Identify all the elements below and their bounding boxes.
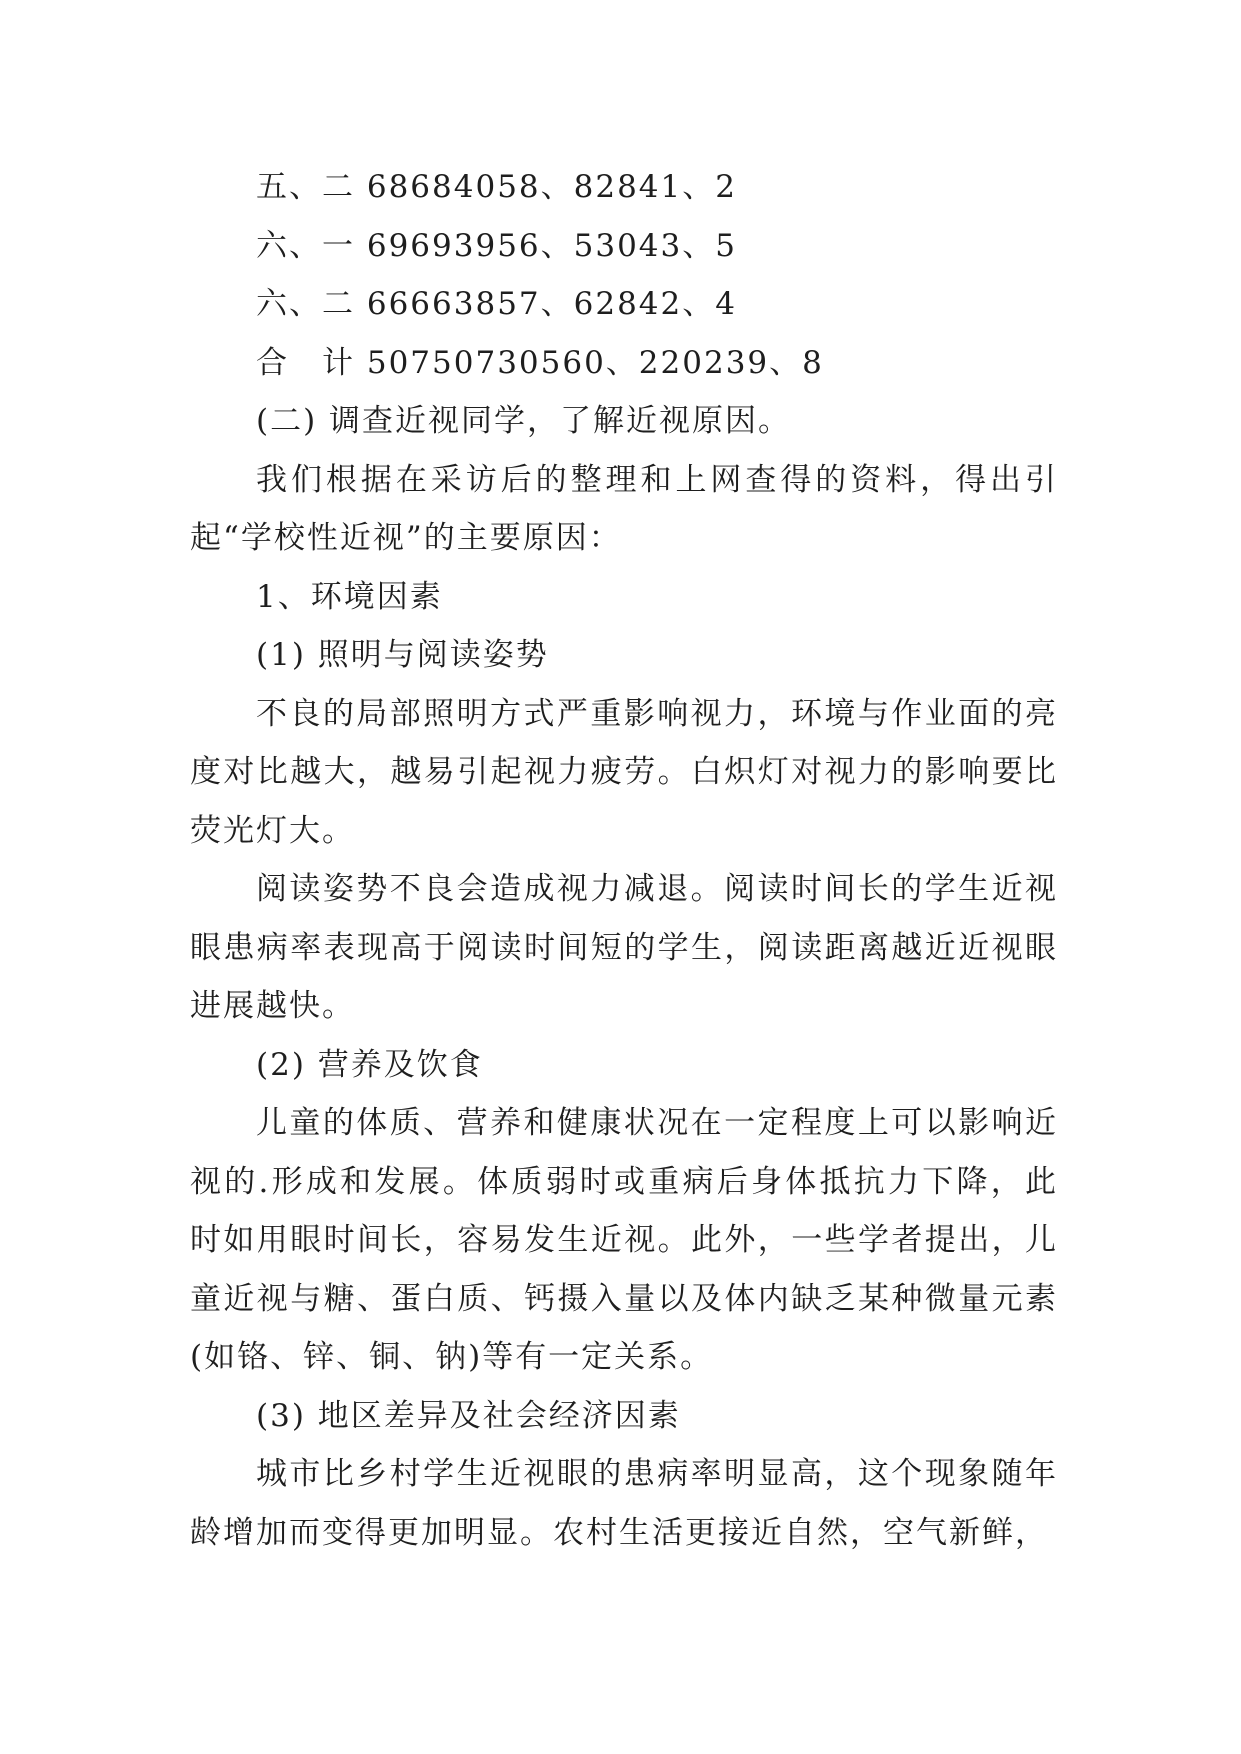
table-row-grade-6-class-2: 六、二 66663857、62842、4 [256,286,737,322]
document-body [190,158,1058,1562]
paragraph-nutrition: 儿童的体质、营养和健康状况在一定程度上可以影响近视的.形成和发展。体质弱时或重病后身体抵抗力下降，此时如用眼时间长，容易发生近视。此外，一些学者提出，儿童近视与糖、蛋白质、钙摄入量以及体内缺乏某种微量元素(如铬、锌、铜、钠)等有一定关系。 [190,1105,1058,1375]
table-row-grade-6-class-1: 六、一 69693956、53043、5 [256,227,737,264]
table-row-grade-5-class-2: 五、二 68684058、82841、2 [256,169,737,205]
intro-paragraph: 我们根据在采访后的整理和上网查得的资料，得出引起“学校性近视”的主要原因： [190,461,1058,556]
factor-heading-environment: 1、环境因素 [256,578,443,615]
subheading-nutrition-diet: (2) 营养及饮食 [256,1046,483,1083]
paragraph-lighting: 不良的局部照明方式严重影响视力，环境与作业面的亮度对比越大，越易引起视力疲劳。白炽灯对视力的影响要比荧光灯大。 [190,695,1058,849]
paragraph-regional: 城市比乡村学生近视眼的患病率明显高，这个现象随年龄增加而变得更加明显。农村生活更接近自然，空气新鲜， [190,1456,1058,1551]
section-heading-survey-causes: (二) 调查近视同学，了解近视原因。 [256,403,792,439]
table-row-total: 合 计 50750730560、220239、8 [256,344,824,381]
subheading-lighting-posture: (1) 照明与阅读姿势 [256,637,549,673]
subheading-regional-economic: (3) 地区差异及社会经济因素 [256,1397,681,1434]
paragraph-reading-posture: 阅读姿势不良会造成视力减退。阅读时间长的学生近视眼患病率表现高于阅读时间短的学生，阅读距离越近近视眼进展越快。 [190,871,1058,1024]
